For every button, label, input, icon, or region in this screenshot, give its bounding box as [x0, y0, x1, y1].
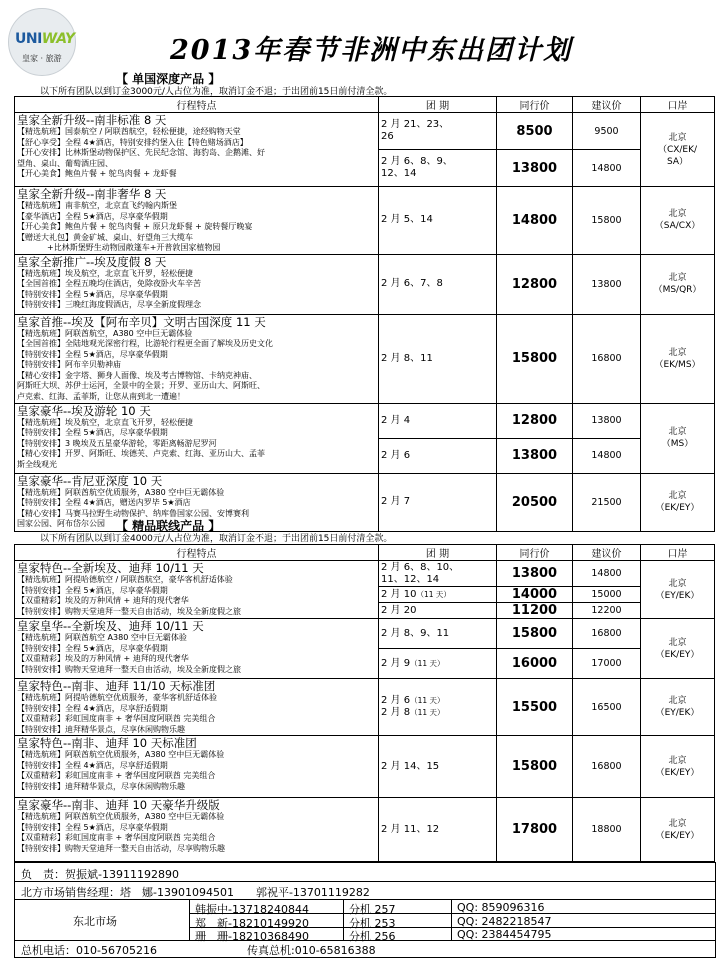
main-fax: 传真总机:010-65816388 [247, 944, 376, 957]
feature-line: 【开心美食】鲍鱼片餐 + 鸵鸟肉餐 + 原只龙虾餐 + 旋转餐厅晚宴 [17, 222, 253, 231]
feature-line: 【精选航班】阿联酋航空，A380 空中巨无霸体验 [17, 328, 193, 338]
product-title: 皇家首推--埃及【阿布辛贝】文明古国深度 11 天 [17, 314, 266, 329]
trade-price: 15800 [497, 619, 573, 649]
departure-port [641, 473, 715, 531]
feature-line: 【精心安排】开罗、阿斯旺、埃德芙、卢克索、红海、亚历山大、孟菲 [17, 449, 265, 458]
feature-line: 【精选航班】阿提哈德航空优质服务，豪华客机舒适体验 [17, 693, 217, 702]
feature-line: 【特别安排】购物天堂迪拜一整天自由活动，尽享购物乐趣 [17, 843, 225, 853]
product-title: 皇家特色--南非、迪拜 10 天标准团 [17, 736, 197, 750]
feature-line: 【精选航班】阿联酋航空 A380 空中巨无霸体验 [17, 633, 187, 642]
trade-price: 17800 [497, 798, 573, 862]
departure-port [641, 403, 715, 473]
product-title: 皇家特色--全新埃及、迪拜 10/11 天 [17, 561, 204, 575]
section-note-combo: 以下所有团队以到订金4000元/人占位为准，取消订金不退；于出团前15日前付清全款。 [40, 534, 393, 544]
departure-dates: 2 月 6 [379, 438, 497, 473]
suggested-price: 15800 [573, 187, 641, 255]
date-line: 2 月 10 [381, 588, 417, 600]
feature-line: 阿斯旺大坝、苏伊士运河，全景中的全景；开罗、亚历山大、阿斯旺、 [17, 381, 265, 390]
header-trade-price: 同行价 [497, 97, 573, 113]
date-line: 2 月 6 [381, 695, 411, 706]
departure-dates: 2 月 8、9、11 [379, 619, 497, 649]
departure-dates: 2 月 7 [379, 473, 497, 531]
trade-price: 13800 [497, 150, 573, 187]
port-airlines: （MS） [661, 439, 694, 449]
feature-line: 【特别安排】全程 5★酒店，尽享豪华假期 [17, 428, 168, 437]
feature-line: 【双重精彩】埃及的万种风情 + 迪拜的现代奢华 [17, 654, 189, 663]
feature-line: 【精选航班】阿联酋航空优质服务，A380 空中巨无霸体验 [17, 812, 225, 821]
feature-line: 【豪华酒店】全程 5★酒店，尽享豪华假期 [17, 211, 168, 221]
trade-price: 15500 [497, 679, 573, 736]
port-city: 北京 [668, 818, 687, 829]
port-airlines: （MS/QR） [653, 285, 702, 295]
feature-line: 望角、桌山、葡萄酒庄园、 [17, 158, 113, 168]
contact-qq: QQ: 2384454795 [457, 928, 552, 941]
suggested-price: 13800 [573, 403, 641, 438]
product-features [15, 187, 379, 255]
feature-line: 卢克索、红海、孟菲斯，让您从南到北一遭遍！ [17, 391, 185, 401]
port-airlines: （EK/EY） [655, 767, 700, 778]
header-port: 口岸 [641, 545, 715, 561]
product-features [15, 561, 379, 619]
product-features [15, 254, 379, 314]
date-line: 26 [381, 131, 394, 142]
departure-port [641, 314, 715, 403]
feature-line: 【特别安排】3 晚埃及五星豪华游轮，零距离畅游尼罗河 [17, 438, 217, 448]
departure-dates [379, 679, 497, 736]
logo-brand: UNIWAY [15, 31, 75, 47]
date-line: 11、12、14 [381, 573, 440, 585]
feature-line: 【特别安排】全程 4★酒店，尽享舒适假期 [17, 703, 168, 713]
feature-line: 【全国首推】全程五晚均住酒店，免除夜卧火车辛苦 [17, 279, 201, 288]
single-country-table [14, 96, 715, 532]
feature-line: 【特别安排】全程 4★酒店，赠送内罗毕 5★酒店 [17, 498, 191, 507]
suggested-price: 14800 [573, 438, 641, 473]
feature-line: 【特别安排】迪拜精华景点，尽享休闲购物乐趣 [17, 724, 185, 734]
date-suffix: （11 天） [416, 589, 451, 599]
feature-line: 【双重精彩】埃及的万种风情 + 迪拜的现代奢华 [17, 596, 189, 605]
feature-line: 【舒心享受】全程 4★酒店，特别安排约堡入住【特色赌场酒店】 [17, 137, 248, 147]
feature-line: 【特别安排】全程 5★酒店，尽享豪华假期 [17, 822, 168, 832]
feature-line: 【开心安排】比林斯堡动物保护区、先民纪念馆、海豹岛、企鹅滩、好 [17, 148, 265, 157]
feature-line: 【双重精彩】彩虹国度南非 + 奢华国度阿联酋 完美组合 [17, 833, 216, 842]
suggested-price: 18800 [573, 798, 641, 862]
product-features [15, 113, 379, 187]
section-title-combo: 【 精品联线产品 】 [116, 519, 221, 533]
port-airlines: （EK/MS） [654, 359, 701, 370]
header-suggested-price: 建议价 [573, 545, 641, 561]
departure-dates: 2 月 20 [379, 603, 497, 619]
company-logo [8, 8, 76, 76]
suggested-price: 14800 [573, 150, 641, 187]
date-line: 2 月 6、8、10、 [381, 561, 460, 573]
port-airlines: （SA/CX） [654, 221, 701, 232]
contact-qq: QQ: 2482218547 [457, 915, 552, 928]
feature-line: 【特别安排】购物天堂迪拜一整天自由活动，埃及全新度假之旅 [17, 664, 241, 674]
suggested-price: 16800 [573, 736, 641, 798]
trade-price: 16000 [497, 649, 573, 679]
port-city: 北京 [668, 637, 687, 648]
trade-price: 12800 [497, 403, 573, 438]
feature-line: +比林斯堡野生动物园敞篷车+开普敦国家植物园 [47, 243, 221, 252]
contact-ext: 分机 256 [349, 930, 396, 943]
product-features [15, 798, 379, 862]
principal-contact: 负 责：贺振斌-13911192890 [21, 868, 179, 881]
feature-line: 【双重精彩】彩虹国度南非 + 奢华国度阿联酋 完美组合 [17, 771, 216, 780]
departure-dates [379, 649, 497, 679]
departure-dates: 2 月 8、11 [379, 314, 497, 403]
product-title: 皇家全新升级--南非奢华 8 天 [17, 187, 167, 201]
date-line: 2 月 8 [381, 707, 411, 718]
product-features [15, 679, 379, 736]
departure-dates: 2 月 4 [379, 403, 497, 438]
product-title: 皇家全新推广--埃及度假 8 天 [17, 254, 167, 269]
product-title: 皇家豪华--肯尼亚深度 10 天 [17, 473, 163, 488]
trade-price: 13800 [497, 561, 573, 587]
feature-line: 【特别安排】三晚红海度假酒店，尽享全新度假理念 [17, 300, 201, 309]
suggested-price: 16500 [573, 679, 641, 736]
port-city: 北京 [668, 427, 687, 437]
contact-name: 郑 新-18210149920 [195, 917, 309, 930]
departure-port [641, 187, 715, 255]
feature-line: 【特别安排】迪拜精华景点，尽享休闲购物乐趣 [17, 781, 185, 791]
feature-line: 【精心安排】马赛马拉野生动物保护、纳库鲁国家公园、安博赛利 [17, 508, 249, 518]
departure-port [641, 561, 715, 619]
page-title: 2013年春节非洲中东出团计划 [170, 35, 573, 66]
departure-dates [379, 150, 497, 187]
date-suffix: （11 天） [410, 708, 445, 717]
port-city: 北京 [668, 491, 687, 501]
departure-port [641, 736, 715, 798]
suggested-price: 16800 [573, 314, 641, 403]
port-city: 北京 [668, 347, 687, 358]
port-airlines: （EY/EK） [655, 708, 700, 718]
departure-port [641, 619, 715, 679]
combo-table [14, 544, 715, 862]
feature-line: 【特别安排】全程 5★酒店，尽享豪华假期 [17, 585, 168, 595]
header-features: 行程特点 [15, 545, 379, 561]
header-suggested-price: 建议价 [573, 97, 641, 113]
date-line: 2 月 21、23、 [381, 119, 450, 130]
suggested-price: 15000 [573, 587, 641, 603]
contact-ext: 分机 257 [349, 903, 396, 916]
feature-line: 【开心美食】鲍鱼片餐 + 鸵鸟肉餐 + 龙虾餐 [17, 169, 177, 178]
header-dates: 团 期 [379, 545, 497, 561]
suggested-price: 9500 [573, 113, 641, 150]
feature-line: 【特别安排】全程 5★酒店，尽享豪华假期 [17, 289, 168, 299]
feature-line: 【精心安排】金字塔、狮身人面像、埃及考古博物馆、卡纳克神庙、 [17, 370, 257, 380]
feature-line: 【精选航班】国泰航空 / 阿联酋航空，轻松便捷，途经购物天堂 [17, 127, 241, 136]
departure-port [641, 254, 715, 314]
north-sales-managers: 北方市场销售经理：塔 娜-13901094501 郭祝平-13701119282 [21, 886, 370, 899]
trade-price: 13800 [497, 438, 573, 473]
port-airlines: SA） [666, 156, 689, 167]
date-line: 2 月 6、8、9、 [381, 156, 453, 167]
departure-port [641, 679, 715, 736]
trade-price: 11200 [497, 603, 573, 619]
port-city: 北京 [668, 696, 687, 706]
header-trade-price: 同行价 [497, 545, 573, 561]
port-city: 北京 [668, 273, 687, 283]
feature-line: 【特别安排】阿布辛贝勒神庙 [17, 360, 121, 369]
feature-line: 【精选航班】南非航空，北京直飞约翰内斯堡 [17, 201, 177, 210]
contact-qq: QQ: 859096316 [457, 901, 545, 914]
header-port: 口岸 [641, 97, 715, 113]
departure-dates: 2 月 6、7、8 [379, 254, 497, 314]
date-suffix: （11 天） [410, 696, 445, 705]
northeast-market-label: 东北市场 [73, 915, 117, 928]
date-line: 2 月 9 [381, 657, 411, 669]
port-airlines: （EK/EY） [655, 830, 700, 841]
contact-footer [14, 862, 716, 958]
trade-price: 12800 [497, 254, 573, 314]
port-airlines: （CX/EK/ [657, 144, 698, 155]
suggested-price: 16800 [573, 619, 641, 649]
contact-name: 珊 珊-18210368490 [195, 930, 309, 943]
departure-dates: 2 月 14、15 [379, 736, 497, 798]
departure-port [641, 113, 715, 187]
suggested-price: 12200 [573, 603, 641, 619]
departure-dates: 2 月 11、12 [379, 798, 497, 862]
product-title: 皇家豪华--埃及游轮 10 天 [17, 403, 151, 418]
feature-line: 【精选航班】阿联酋航空优质服务，A380 空中巨无霸体验 [17, 487, 225, 497]
port-airlines: （EK/EY） [655, 649, 700, 660]
main-phone: 总机电话：010-56705216 [21, 944, 157, 957]
product-title: 皇家皇华--全新埃及、迪拜 10/11 天 [17, 619, 204, 633]
trade-price: 20500 [497, 473, 573, 531]
feature-line: 【精选航班】埃及航空，北京直飞开罗，轻松便捷 [17, 268, 193, 278]
product-title: 皇家特色--南非、迪拜 11/10 天标准团 [17, 679, 216, 693]
feature-line: 【特别安排】全程 5★酒店，尽享豪华假期 [17, 643, 168, 653]
feature-line: 【赠送大礼包】黄金矿城、桌山、好望角三大缆车 [17, 232, 193, 242]
trade-price: 15800 [497, 314, 573, 403]
product-features [15, 314, 379, 403]
port-airlines: （EK/EY） [655, 503, 700, 513]
trade-price: 8500 [497, 113, 573, 150]
product-title: 皇家全新升级--南非标准 8 天 [17, 113, 167, 127]
product-title: 皇家豪华--南非、迪拜 10 天豪华升级版 [17, 798, 220, 812]
port-city: 北京 [668, 132, 687, 143]
feature-line: 【精选航班】埃及航空，北京直飞开罗，轻松便捷 [17, 417, 193, 427]
port-city: 北京 [668, 755, 687, 766]
feature-line: 【特别安排】全程 5★酒店，尽享豪华假期 [17, 349, 168, 359]
header-features: 行程特点 [15, 97, 379, 113]
port-city: 北京 [668, 578, 687, 589]
departure-dates: 2 月 5、14 [379, 187, 497, 255]
trade-price: 15800 [497, 736, 573, 798]
feature-line: 【精选航班】阿提哈德航空 / 阿联酋航空，豪华客机舒适体验 [17, 575, 233, 584]
feature-line: 斯全线观光 [17, 459, 57, 469]
feature-line: 【特别安排】全程 4★酒店，尽享舒适假期 [17, 760, 168, 770]
section-title-single-country: 【 单国深度产品 】 [116, 72, 221, 86]
suggested-price: 17000 [573, 649, 641, 679]
product-features [15, 736, 379, 798]
trade-price: 14800 [497, 187, 573, 255]
feature-line: 【精选航班】阿联酋航空优质服务，A380 空中巨无霸体验 [17, 750, 225, 759]
departure-port [641, 798, 715, 862]
suggested-price: 21500 [573, 473, 641, 531]
trade-price: 14000 [497, 587, 573, 603]
port-city: 北京 [668, 209, 687, 220]
suggested-price: 14800 [573, 561, 641, 587]
contact-ext: 分机 253 [349, 917, 396, 930]
suggested-price: 13800 [573, 254, 641, 314]
product-features [15, 619, 379, 679]
feature-line: 【全国首推】全陆地观光深密行程，比游轮行程更全面了解埃及历史文化 [17, 339, 273, 348]
contact-name: 韩振中-13718240844 [195, 903, 309, 916]
date-suffix: （11 天） [410, 658, 445, 668]
feature-line: 【双重精彩】彩虹国度南非 + 奢华国度阿联酋 完美组合 [17, 714, 216, 723]
section-note-single-country: 以下所有团队以到订金3000元/人占位为准，取消订金不退；于出团前15日前付清全款。 [40, 87, 393, 97]
date-line: 12、14 [381, 168, 417, 179]
feature-line: 【特别安排】购物天堂迪拜一整天自由活动，埃及全新度假之旅 [17, 606, 241, 616]
departure-dates [379, 113, 497, 150]
feature-line: 国家公园、阿布岱尔公园 [17, 519, 105, 528]
logo-subtitle: 皇家 · 旅游 [22, 54, 62, 63]
port-airlines: （EY/EK） [655, 590, 700, 601]
departure-dates [379, 587, 497, 603]
header-dates: 团 期 [379, 97, 497, 113]
product-features [15, 403, 379, 473]
departure-dates [379, 561, 497, 587]
